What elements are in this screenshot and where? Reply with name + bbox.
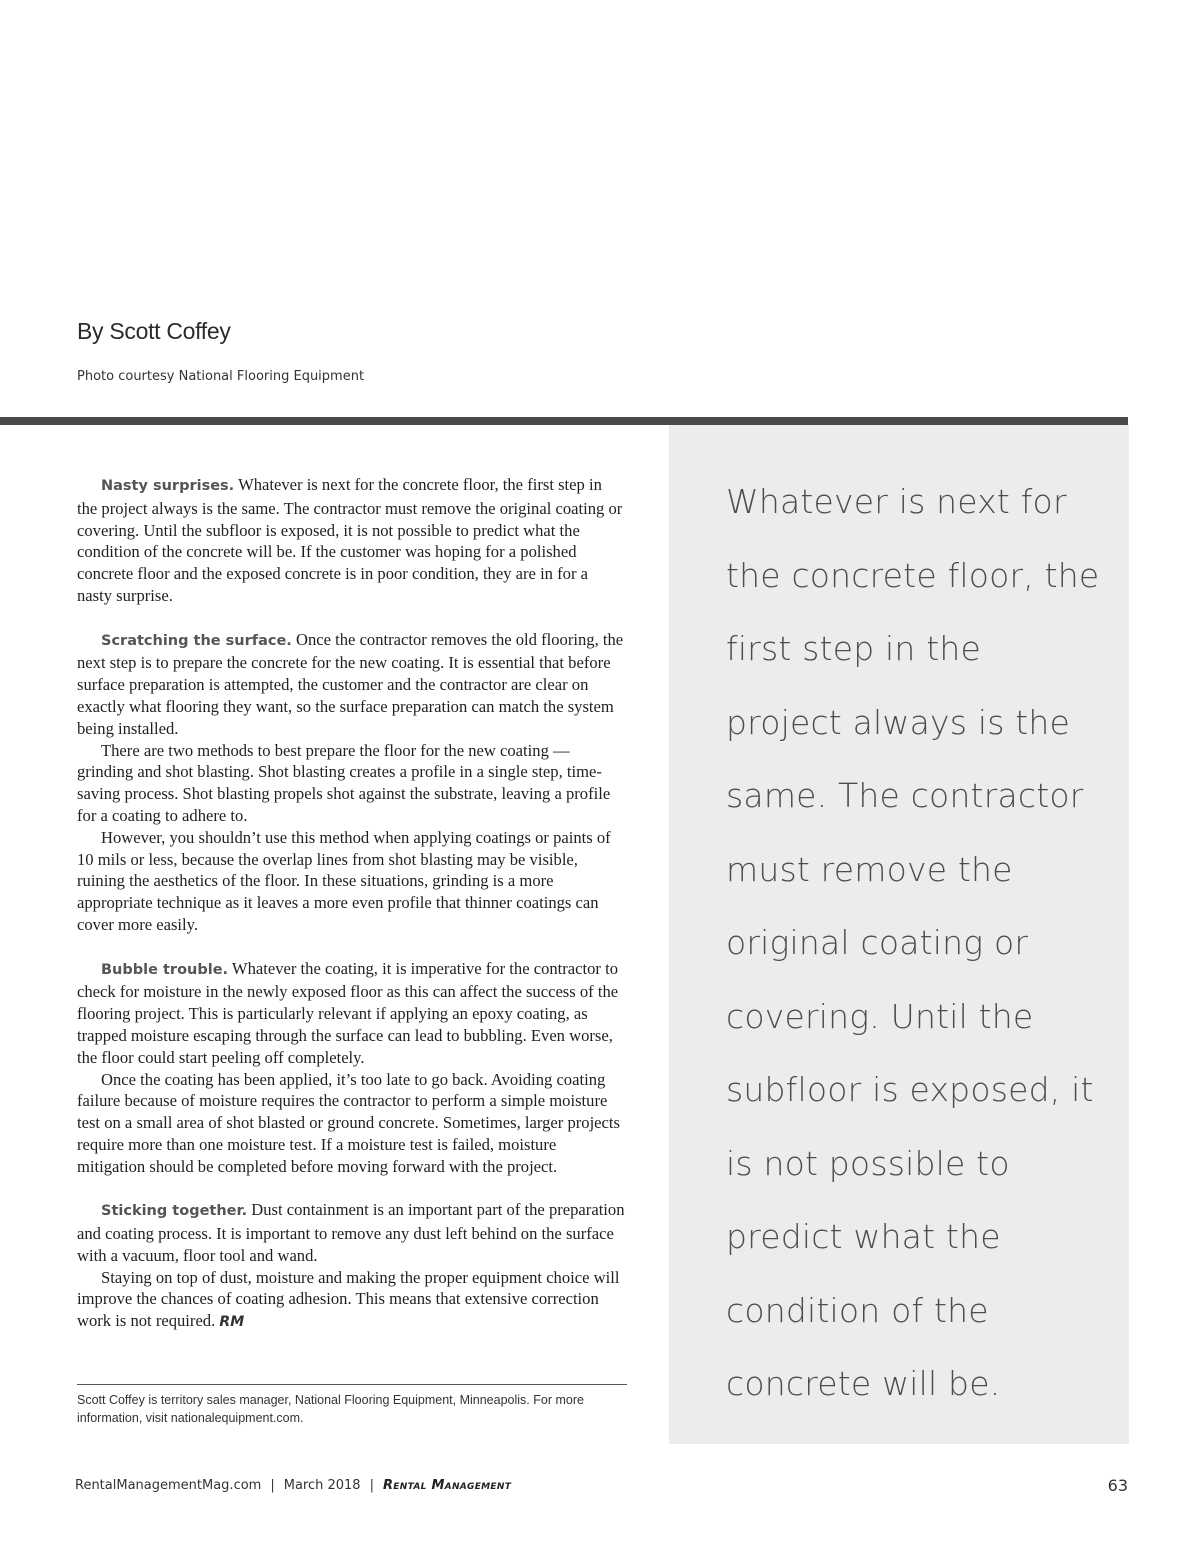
subhead-nasty-surprises: Nasty surprises. <box>101 478 235 494</box>
footer-separator: | <box>270 1478 275 1493</box>
subhead-bubble-trouble: Bubble trouble. <box>101 961 229 978</box>
paragraph-scratching-surface <box>77 629 625 740</box>
article-body <box>77 474 625 1334</box>
footer-magazine-name: Rental Management <box>382 1478 512 1493</box>
paragraph-closing <box>77 1267 625 1334</box>
page-footer <box>75 1478 511 1493</box>
pull-quote: Whatever is next for the concrete floor, the first step in the project always is the same. The contractor must remove the original coating or covering. Until the subfloor is exposed, it is not possible to predict what the condition of the concrete will be. <box>726 482 1100 1403</box>
paragraph-sticking-together <box>77 1199 625 1266</box>
end-mark: RM <box>219 1314 245 1331</box>
subhead-scratching-surface: Scratching the surface. <box>101 632 292 649</box>
paragraph-text: Once the contractor removes the old flooring, the next step is to prepare the concrete for the new coating. It is essential that before surface preparation is attempted, the customer and the contractor are clear on exactly what flooring they want, so the surface preparation can match the system being installed. <box>77 629 624 738</box>
paragraph-text: Whatever the coating, it is imperative for the contractor to check for moisture in the newly exposed floor as this can affect the success of the flooring project. This is particularly relevant if applying an epoxy coating, as trapped moisture escaping through the surface can lead to bubbling. Even worse, the floor could start peeling off completely. <box>77 958 619 1067</box>
paragraph-bubble-trouble <box>77 958 625 1069</box>
subhead-sticking-together: Sticking together. <box>101 1203 248 1220</box>
paragraph-text: There are two methods to best prepare the floor for the new coating — grinding and shot blasting. Shot blasting creates a profile in a single step, time-saving process. Shot blasting propels shot against the substrate, leaving a profile for a coating to adhere to. <box>77 740 611 825</box>
photo-credit: Photo courtesy National Flooring Equipment <box>77 369 365 384</box>
author-bio: Scott Coffey is territory sales manager, National Flooring Equipment, Minneapolis. For more information, visit nationalequipment.com. <box>77 1393 584 1425</box>
paragraph-text: Once the coating has been applied, it’s too late to go back. Avoiding coating failure because of moisture requires the contractor to perform a simple moisture test on a small area of shot blasted or ground concrete. Sometimes, larger projects require more than one moisture test. If a moisture test is failed, moisture mitigation should be completed before moving forward with the project. <box>77 1069 620 1176</box>
paragraph-text: However, you shouldn’t use this method when applying coatings or paints of 10 mils or less, because the overlap lines from shot blasting may be visible, ruining the aesthetics of the floor. In these situations, grinding is a more appropriate technique as it leaves a more even profile that thinner coatings can cover more easily. <box>77 827 611 934</box>
section-divider <box>0 417 1128 425</box>
paragraph-text: Dust containment is an important part of the preparation and coating process. It is important to remove any dust left behind on the surface with a vacuum, floor tool and wand. <box>77 1200 625 1265</box>
byline: By Scott Coffey <box>77 318 231 344</box>
bio-divider <box>77 1384 627 1385</box>
page-number: 63 <box>1107 1476 1128 1495</box>
footer-date: March 2018 <box>283 1478 361 1493</box>
footer-site: RentalManagementMag.com <box>75 1478 262 1493</box>
paragraph-text: Staying on top of dust, moisture and making the proper equipment choice will improve the chances of coating adhesion. This means that extensive correction work is not required. <box>77 1267 620 1331</box>
paragraph-nasty-surprises <box>77 474 625 607</box>
footer-separator: | <box>369 1478 374 1493</box>
paragraph-text: Whatever is next for the concrete floor, the first step in the project always is the same. The contractor must remove the original coating or covering. Until the subfloor is exposed, it is not possible to predict what the condition of the concrete will be. If the customer was hoping for a polished concrete floor and the exposed concrete is in poor condition, they are in for a nasty surprise. <box>77 475 623 605</box>
